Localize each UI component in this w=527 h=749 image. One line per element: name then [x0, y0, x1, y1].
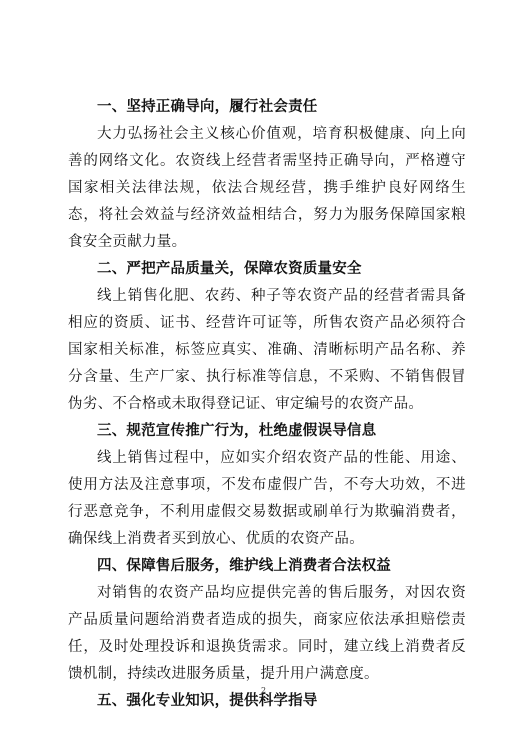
section-4-heading: 四、保障售后服务，维护线上消费者合法权益	[97, 558, 391, 574]
section-2-heading: 二、严把产品质量关，保障农资质量安全	[97, 261, 362, 277]
section-2-paragraph: 线上销售化肥、农药、种子等农资产品的经营者需具备相应的资质、证书、经营许可证等，所售农资产品必须符合国家相关标准，标签应真实、准确、清晰标明产品名称、养分含量、生产厂家、执行标准等信息，不采购、不销售假冒伪劣、不合格或未取得登记证、审定编号的农资产品。	[68, 288, 466, 412]
document-body	[68, 94, 466, 715]
section-1-heading: 一、坚持正确导向，履行社会责任	[97, 99, 318, 115]
section-3-paragraph: 线上销售过程中，应如实介绍农资产品的性能、用途、使用方法及注意事项，不发布虚假广告，不夸大功效，不进行恶意竞争，不利用虚假交易数据或刷单行为欺骗消费者，确保线上消费者买到放心、优质的农资产品。	[68, 450, 466, 547]
section-5-heading: 五、强化专业知识，提供科学指导	[97, 693, 318, 709]
section-4-paragraph: 对销售的农资产品均应提供完善的售后服务，对因农资产品质量问题给消费者造成的损失，商家应依法承担赔偿责任，及时处理投诉和退换货需求。同时，建立线上消费者反馈机制，持续改进服务质量，提升用户满意度。	[68, 585, 466, 682]
page-number: 2	[260, 686, 267, 695]
section-1-paragraph: 大力弘扬社会主义核心价值观，培育积极健康、向上向善的网络文化。农资线上经营者需坚持正确导向，严格遵守国家相关法律法规，依法合规经营，携手维护良好网络生态，将社会效益与经济效益相结合，努力为服务保障国家粮食安全贡献力量。	[68, 126, 466, 250]
section-3-heading: 三、规范宣传推广行为，杜绝虚假误导信息	[97, 423, 377, 439]
